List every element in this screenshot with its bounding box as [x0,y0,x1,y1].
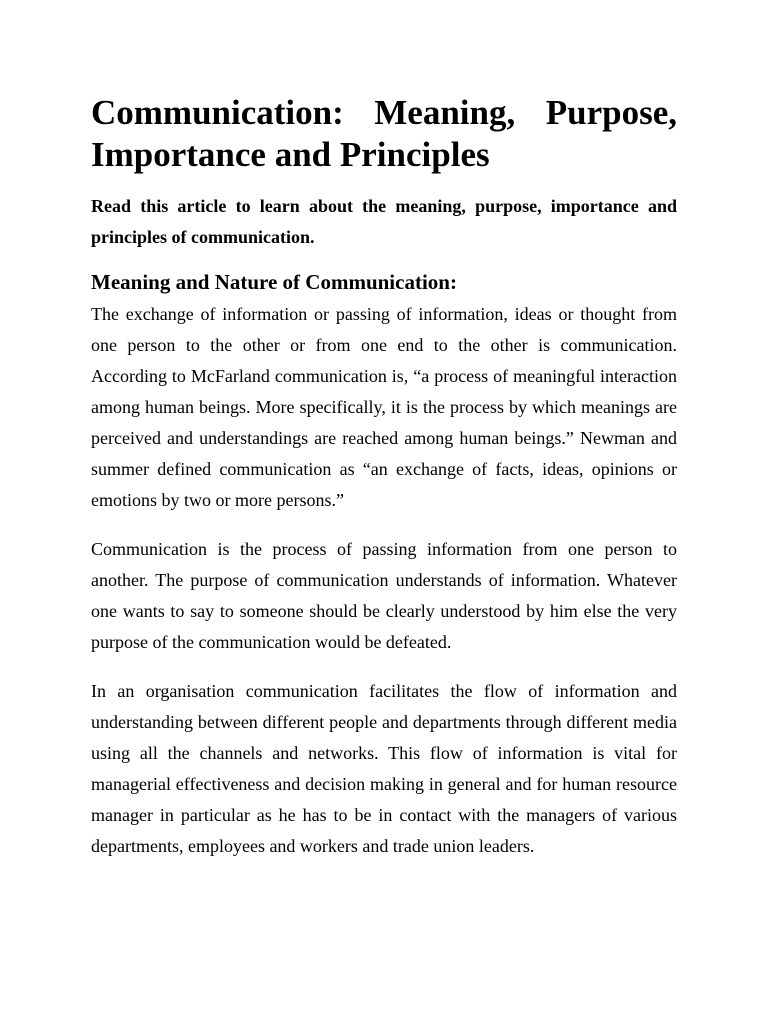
document-page [91,92,677,862]
body-paragraph-3: In an organisation communication facilitates the flow of information and understanding between different people and departments through different media using all the channels and networks. This flow of information is vital for managerial effectiveness and decision making in general and for human resource manager in particular as he has to be in contact with the managers of various departments, employees and workers and trade union leaders. [91,681,677,856]
page-title [91,92,677,176]
body-paragraph-1: The exchange of information or passing of information, ideas or thought from one person to the other or from one end to the other is communication. According to McFarland communication is, “a process of meaningful interaction among human beings. More specifically, it is the process by which meanings are perceived and understandings are reached among human beings.” Newman and summer defined communication as “an exchange of facts, ideas, opinions or emotions by two or more persons.” [91,304,677,510]
page-title-line-1: Communication: Meaning, Purpose, [91,93,677,132]
body-paragraph-2: Communication is the process of passing information from one person to another. The purpose of communication understands of information. Whatever one wants to say to someone should be clearly understood by him else the very purpose of the communication would be defeated. [91,539,677,652]
section-heading: Meaning and Nature of Communication: [91,270,457,294]
intro-paragraph: Read this article to learn about the meaning, purpose, importance and principles of communication. [91,196,677,247]
page-title-line-2: Importance and Principles [91,135,490,174]
